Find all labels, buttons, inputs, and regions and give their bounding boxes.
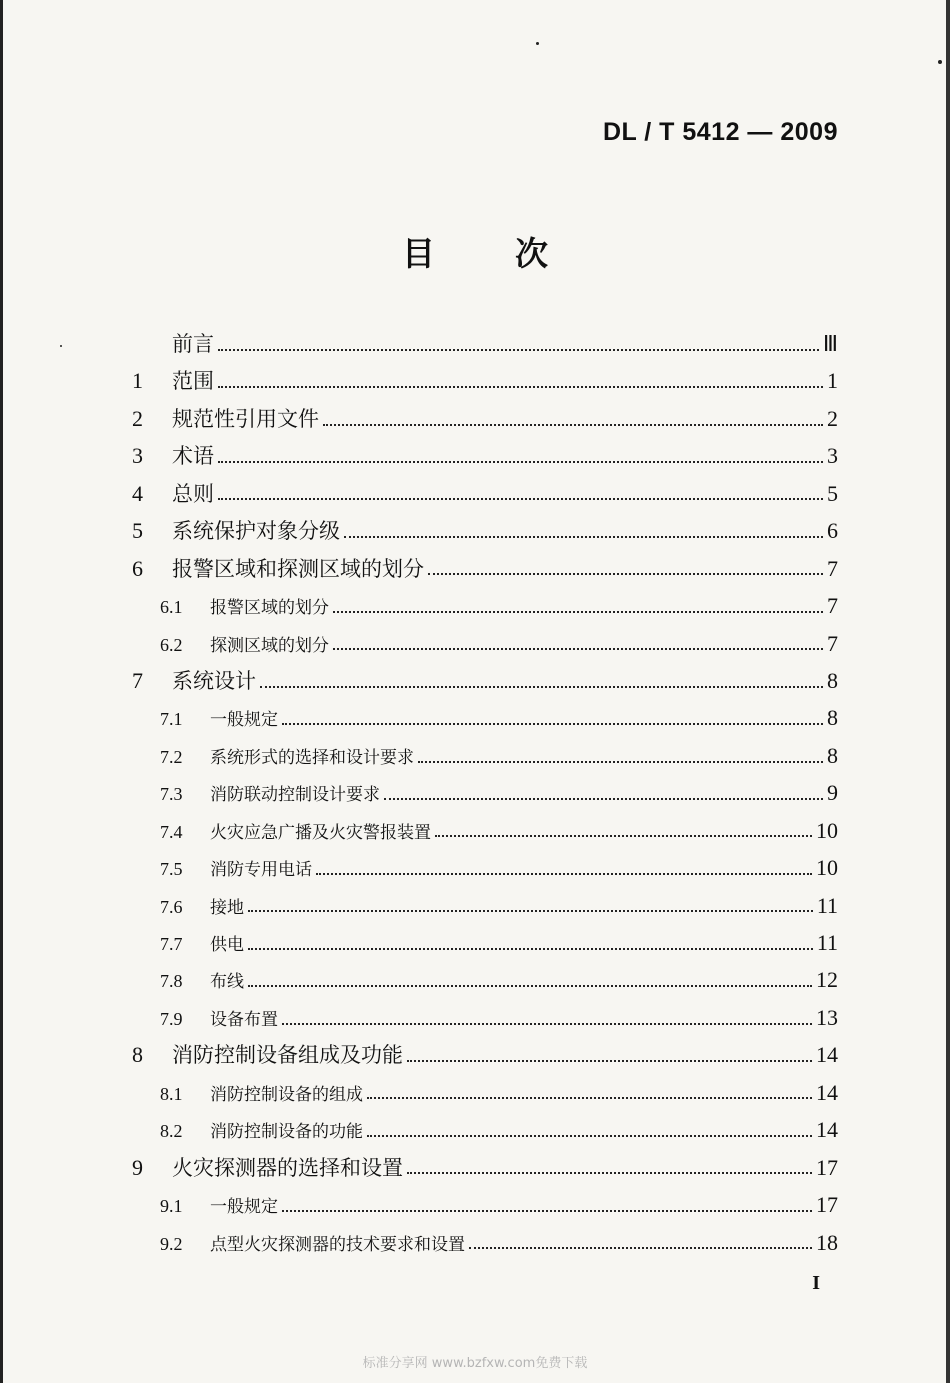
page-title: [0, 228, 950, 275]
toc-entry-page: 10: [816, 855, 838, 881]
toc-entry-label: 供电: [210, 935, 244, 955]
toc-dot-leader: [344, 536, 823, 538]
toc-entry-page: 13: [816, 1004, 838, 1030]
toc-entry: [132, 887, 838, 924]
toc-entry-label: 术语: [172, 444, 214, 469]
toc-entry-label: 报警区域和探测区域的划分: [172, 556, 424, 581]
toc-entry-number: 7.8: [160, 971, 183, 992]
toc-entry-number: 9.2: [160, 1233, 183, 1254]
toc-entry-label: 范围: [172, 369, 214, 394]
toc-entry: [132, 475, 838, 512]
toc-entry: [132, 1074, 838, 1111]
toc-entry-page: Ⅲ: [822, 331, 838, 356]
toc-dot-leader: [218, 386, 823, 388]
toc-entry-page: 3: [827, 443, 838, 469]
toc-entry: [132, 625, 838, 662]
watermark: 标准分享网 www.bzfxw.com免费下载: [362, 1356, 588, 1371]
toc-dot-leader: [282, 723, 823, 725]
toc-dot-leader: [407, 1060, 812, 1062]
toc-entry-number: 7.5: [160, 859, 183, 880]
toc-entry: [132, 1186, 838, 1223]
toc-entry-page: 17: [816, 1154, 838, 1180]
toc-dot-leader: [428, 573, 823, 575]
toc-dot-leader: [248, 985, 812, 987]
toc-entry-label: 探测区域的划分: [210, 635, 329, 656]
toc-entry-page: 8: [827, 705, 838, 731]
toc-dot-leader: [260, 686, 823, 688]
toc-entry: [132, 961, 838, 998]
toc-entry: [132, 774, 838, 811]
toc-dot-leader: [316, 873, 812, 875]
toc-entry-page: 11: [816, 930, 838, 955]
toc-entry-label: 消防控制设备的功能: [210, 1122, 363, 1143]
toc-entry-number: 8: [132, 1042, 143, 1068]
page-folio: I: [812, 1272, 820, 1294]
toc-entry-number: 5: [132, 518, 143, 544]
toc-entry-label: 设备布置: [210, 1009, 278, 1030]
toc-dot-leader: [407, 1172, 812, 1174]
title-char-2: 次: [515, 234, 548, 273]
toc-entry-page: 8: [827, 742, 838, 768]
toc-entry: [132, 812, 838, 849]
toc-entry-page: 1: [827, 368, 838, 394]
toc-entry-label: 一般规定: [210, 1197, 278, 1218]
toc-entry-page: 10: [816, 817, 838, 843]
toc-entry-label: 消防控制设备的组成: [210, 1084, 363, 1105]
toc-entry-label: 前言: [172, 332, 214, 356]
toc-dot-leader: [367, 1097, 812, 1099]
toc-entry: [132, 1149, 838, 1186]
toc-entry-number: 7.2: [160, 746, 183, 767]
toc-entry: [132, 325, 838, 362]
toc-entry-page: 6: [827, 518, 838, 544]
toc-entry-number: 6.1: [160, 597, 183, 618]
toc-entry-number: 6.2: [160, 634, 183, 655]
toc-dot-leader: [282, 1210, 812, 1212]
toc-dot-leader: [248, 948, 813, 950]
toc-entry-page: 7: [827, 555, 838, 581]
toc-entry-label: 火灾探测器的选择和设置: [172, 1155, 403, 1180]
toc-entry: [132, 849, 838, 886]
standard-code: DL / T 5412 — 2009: [602, 118, 838, 146]
toc-entry-label: 规范性引用文件: [172, 406, 319, 431]
toc-dot-leader: [333, 611, 823, 613]
toc-entry-number: 9: [132, 1154, 143, 1180]
toc-dot-leader: [418, 761, 823, 763]
scan-speck: [60, 345, 62, 347]
toc-dot-leader: [435, 835, 812, 837]
toc-entry-label: 消防控制设备组成及功能: [172, 1043, 403, 1068]
toc-entry-label: 火灾应急广播及火灾警报装置: [210, 822, 431, 843]
toc-entry-page: 14: [816, 1079, 838, 1105]
toc-entry-label: 系统形式的选择和设计要求: [210, 747, 414, 768]
title-char-1: 目: [402, 234, 435, 273]
toc-entry-label: 布线: [210, 972, 244, 993]
toc-entry: [132, 999, 838, 1036]
toc-dot-leader: [248, 910, 813, 912]
toc-entry: [132, 437, 838, 474]
toc-entry-page: 17: [816, 1192, 838, 1218]
toc-entry: [132, 1224, 838, 1261]
toc-entry-label: 报警区域的划分: [210, 598, 329, 619]
scan-speck: [938, 60, 942, 64]
toc-dot-leader: [333, 648, 823, 650]
toc-entry: [132, 362, 838, 399]
toc-entry-page: 2: [827, 405, 838, 431]
toc-entry-page: 11: [816, 892, 838, 918]
toc-entry: [132, 587, 838, 624]
toc-entry-number: 1: [132, 368, 143, 394]
toc-entry-page: 14: [816, 1117, 838, 1143]
toc-entry-label: 消防专用电话: [210, 860, 312, 881]
toc-entry-number: 9.1: [160, 1196, 183, 1217]
toc-entry-number: 7: [132, 667, 143, 693]
toc-dot-leader: [218, 461, 823, 463]
toc-entry-label: 系统设计: [172, 668, 256, 693]
toc-entry: [132, 1111, 838, 1148]
toc-entry-number: 2: [132, 405, 143, 431]
toc-entry-page: 12: [816, 967, 838, 993]
toc-entry-number: 8.2: [160, 1121, 183, 1142]
toc-entry-number: 3: [132, 443, 143, 469]
toc-entry-page: 7: [827, 630, 838, 656]
toc-entry-number: 7.7: [160, 934, 183, 954]
toc-dot-leader: [469, 1247, 812, 1249]
toc-entry-number: 7.1: [160, 709, 183, 730]
toc-entry-number: 6: [132, 555, 143, 581]
toc-entry-label: 系统保护对象分级: [172, 519, 340, 544]
toc-entry-page: 8: [827, 667, 838, 693]
toc-entry-page: 7: [827, 593, 838, 619]
toc-entry: [132, 924, 838, 961]
toc-entry: [132, 512, 838, 549]
toc-entry-label: 消防联动控制设计要求: [210, 785, 380, 806]
table-of-contents: [132, 325, 838, 1261]
scan-edge-right: [946, 0, 950, 1383]
toc-entry: [132, 699, 838, 736]
toc-entry-number: 8.1: [160, 1083, 183, 1104]
toc-entry-number: 7.9: [160, 1008, 183, 1029]
scan-edge-left: [0, 0, 3, 1383]
toc-entry: [132, 662, 838, 699]
toc-entry-label: 一般规定: [210, 710, 278, 731]
toc-entry: [132, 737, 838, 774]
toc-entry-number: 7.3: [160, 784, 183, 805]
toc-entry: [132, 400, 838, 437]
toc-dot-leader: [367, 1135, 812, 1137]
toc-entry-page: 9: [827, 780, 838, 806]
toc-entry-number: 4: [132, 480, 143, 506]
scan-speck: [536, 42, 539, 45]
toc-entry-number: 7.4: [160, 821, 183, 842]
toc-dot-leader: [323, 424, 823, 426]
toc-entry-number: 7.6: [160, 896, 183, 917]
toc-entry: [132, 1036, 838, 1073]
toc-dot-leader: [384, 798, 823, 800]
toc-entry: [132, 550, 838, 587]
toc-entry-label: 总则: [172, 481, 214, 506]
toc-entry-page: 14: [816, 1042, 838, 1068]
toc-entry-page: 18: [816, 1229, 838, 1255]
toc-dot-leader: [218, 498, 823, 500]
toc-entry-page: 5: [827, 480, 838, 506]
toc-dot-leader: [218, 349, 819, 351]
toc-entry-label: 点型火灾探测器的技术要求和设置: [210, 1234, 465, 1255]
toc-dot-leader: [282, 1023, 812, 1025]
toc-entry-label: 接地: [210, 897, 244, 918]
